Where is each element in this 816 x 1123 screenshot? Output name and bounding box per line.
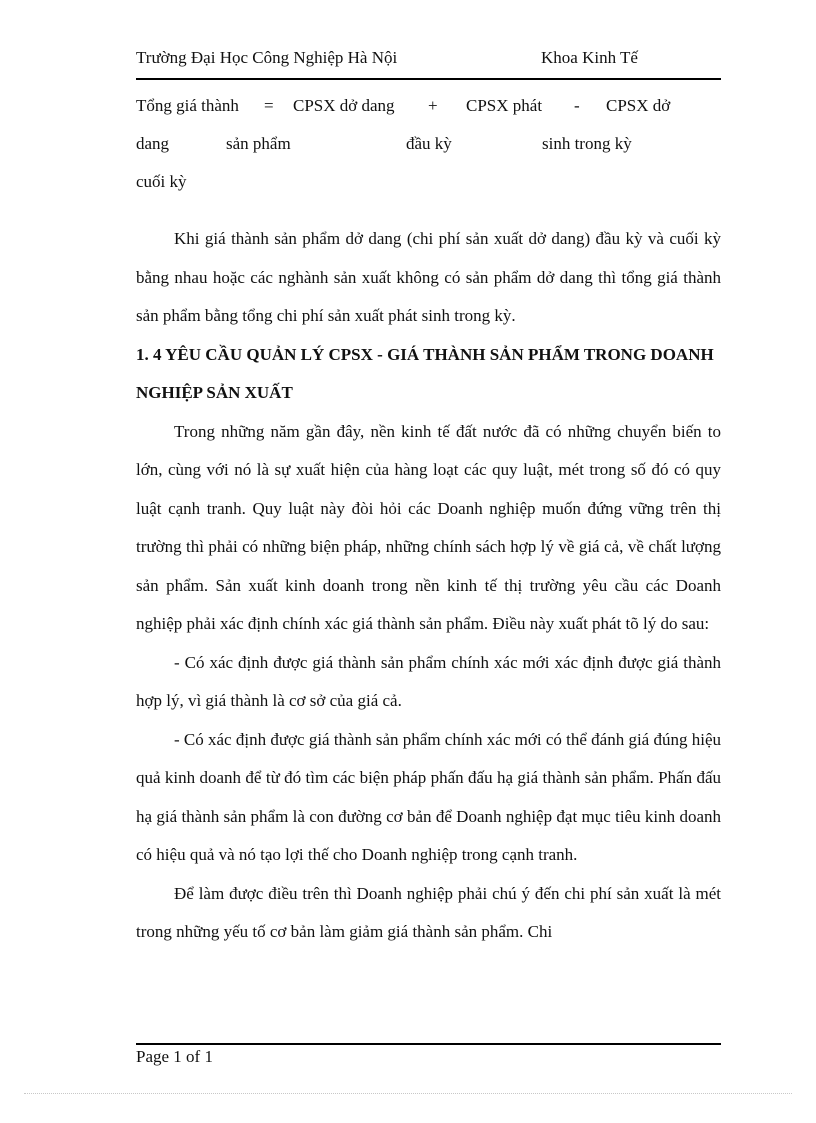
formula-dang: dang — [136, 134, 170, 153]
paragraph-bullet-pricing: - Có xác định được giá thành sản phẩm chính xác mới xác định được giá thành hợp lý, vì giá thành là cơ sở của giá cả. — [136, 652, 721, 710]
formula-in-period: sinh trong kỳ — [542, 134, 632, 153]
formula-cost-incurred: CPSX phát — [466, 96, 543, 115]
header-school-name: Trường Đại Học Công Nghiệp Hà Nội — [136, 48, 398, 67]
formula-row-2 — [136, 130, 721, 168]
formula-row-1 — [136, 92, 721, 130]
paragraph-market-economy: Trong những năm gần đây, nền kinh tế đất nước đã có những chuyển biến to lớn, cùng với nó là sự xuất hiện của hàng loạt các quy luật, mét trong số đó có quy luật cạnh tranh. Quy luật này đòi hỏi các Doanh nghiệp muốn đứng vững trên thị trường thì phải có những biện pháp, những chính sách hợp lý về giá cả, về chất lượng sản phẩm. Sản xuất kinh doanh trong nền kinh tế thị trường yêu cầu các Doanh nghiệp phải xác định chính xác giá thành sản phẩm. Điều này xuất phát tõ lý do sau: — [136, 421, 721, 633]
paragraph-wip-equal: Khi giá thành sản phẩm dở dang (chi phí sản xuất dở dang) đầu kỳ và cuối kỳ bằng nhau hoặc các nghành sản xuất không có sản phẩm dở dang thì tổng giá thành sản phẩm bằng tổng chi phí sản xuất phát sinh trong kỳ. — [136, 229, 721, 325]
page-break-line — [24, 1093, 792, 1094]
formula-ending: cuối kỳ — [136, 172, 187, 191]
formula-product: sản phẩm — [226, 134, 291, 153]
formula-wip-start: CPSX dở dang — [293, 96, 395, 115]
formula-minus: - — [574, 96, 580, 115]
header-faculty-name: Khoa Kinh Tế — [541, 48, 638, 67]
document-body — [136, 92, 721, 952]
section-heading: 1. 4 YÊU CẦU QUẢN LÝ CPSX - GIÁ THÀNH SẢN PHẨM TRONG DOANH NGHIỆP SẢN XUẤT — [136, 344, 714, 402]
formula-total-cost: Tổng giá thành — [136, 96, 239, 115]
formula-beginning: đầu kỳ — [406, 134, 452, 153]
page-number: Page 1 of 1 — [136, 1047, 213, 1066]
formula-plus: + — [428, 96, 438, 115]
page-header — [136, 48, 721, 72]
formula-row-3 — [136, 168, 721, 206]
paragraph-cost-attention: Để làm được điều trên thì Doanh nghiệp phải chú ý đến chi phí sản xuất là mét trong những yếu tố cơ bản làm giảm giá thành sản phẩm. Chi — [136, 883, 721, 941]
footer-rule — [136, 1043, 721, 1045]
header-rule — [136, 78, 721, 80]
formula-equals: = — [264, 96, 274, 115]
paragraph-bullet-efficiency: - Có xác định được giá thành sản phẩm chính xác mới có thể đánh giá đúng hiệu quả kinh doanh để từ đó tìm các biện pháp phấn đấu hạ giá thành sản phẩm. Phấn đấu hạ giá thành sản phẩm là con đường cơ bản để Doanh nghiệp đạt mục tiêu kinh doanh có hiệu quả và nó tạo lợi thế cho Doanh nghiệp trong cạnh tranh. — [136, 729, 721, 864]
formula-wip-end: CPSX dở — [606, 96, 671, 115]
